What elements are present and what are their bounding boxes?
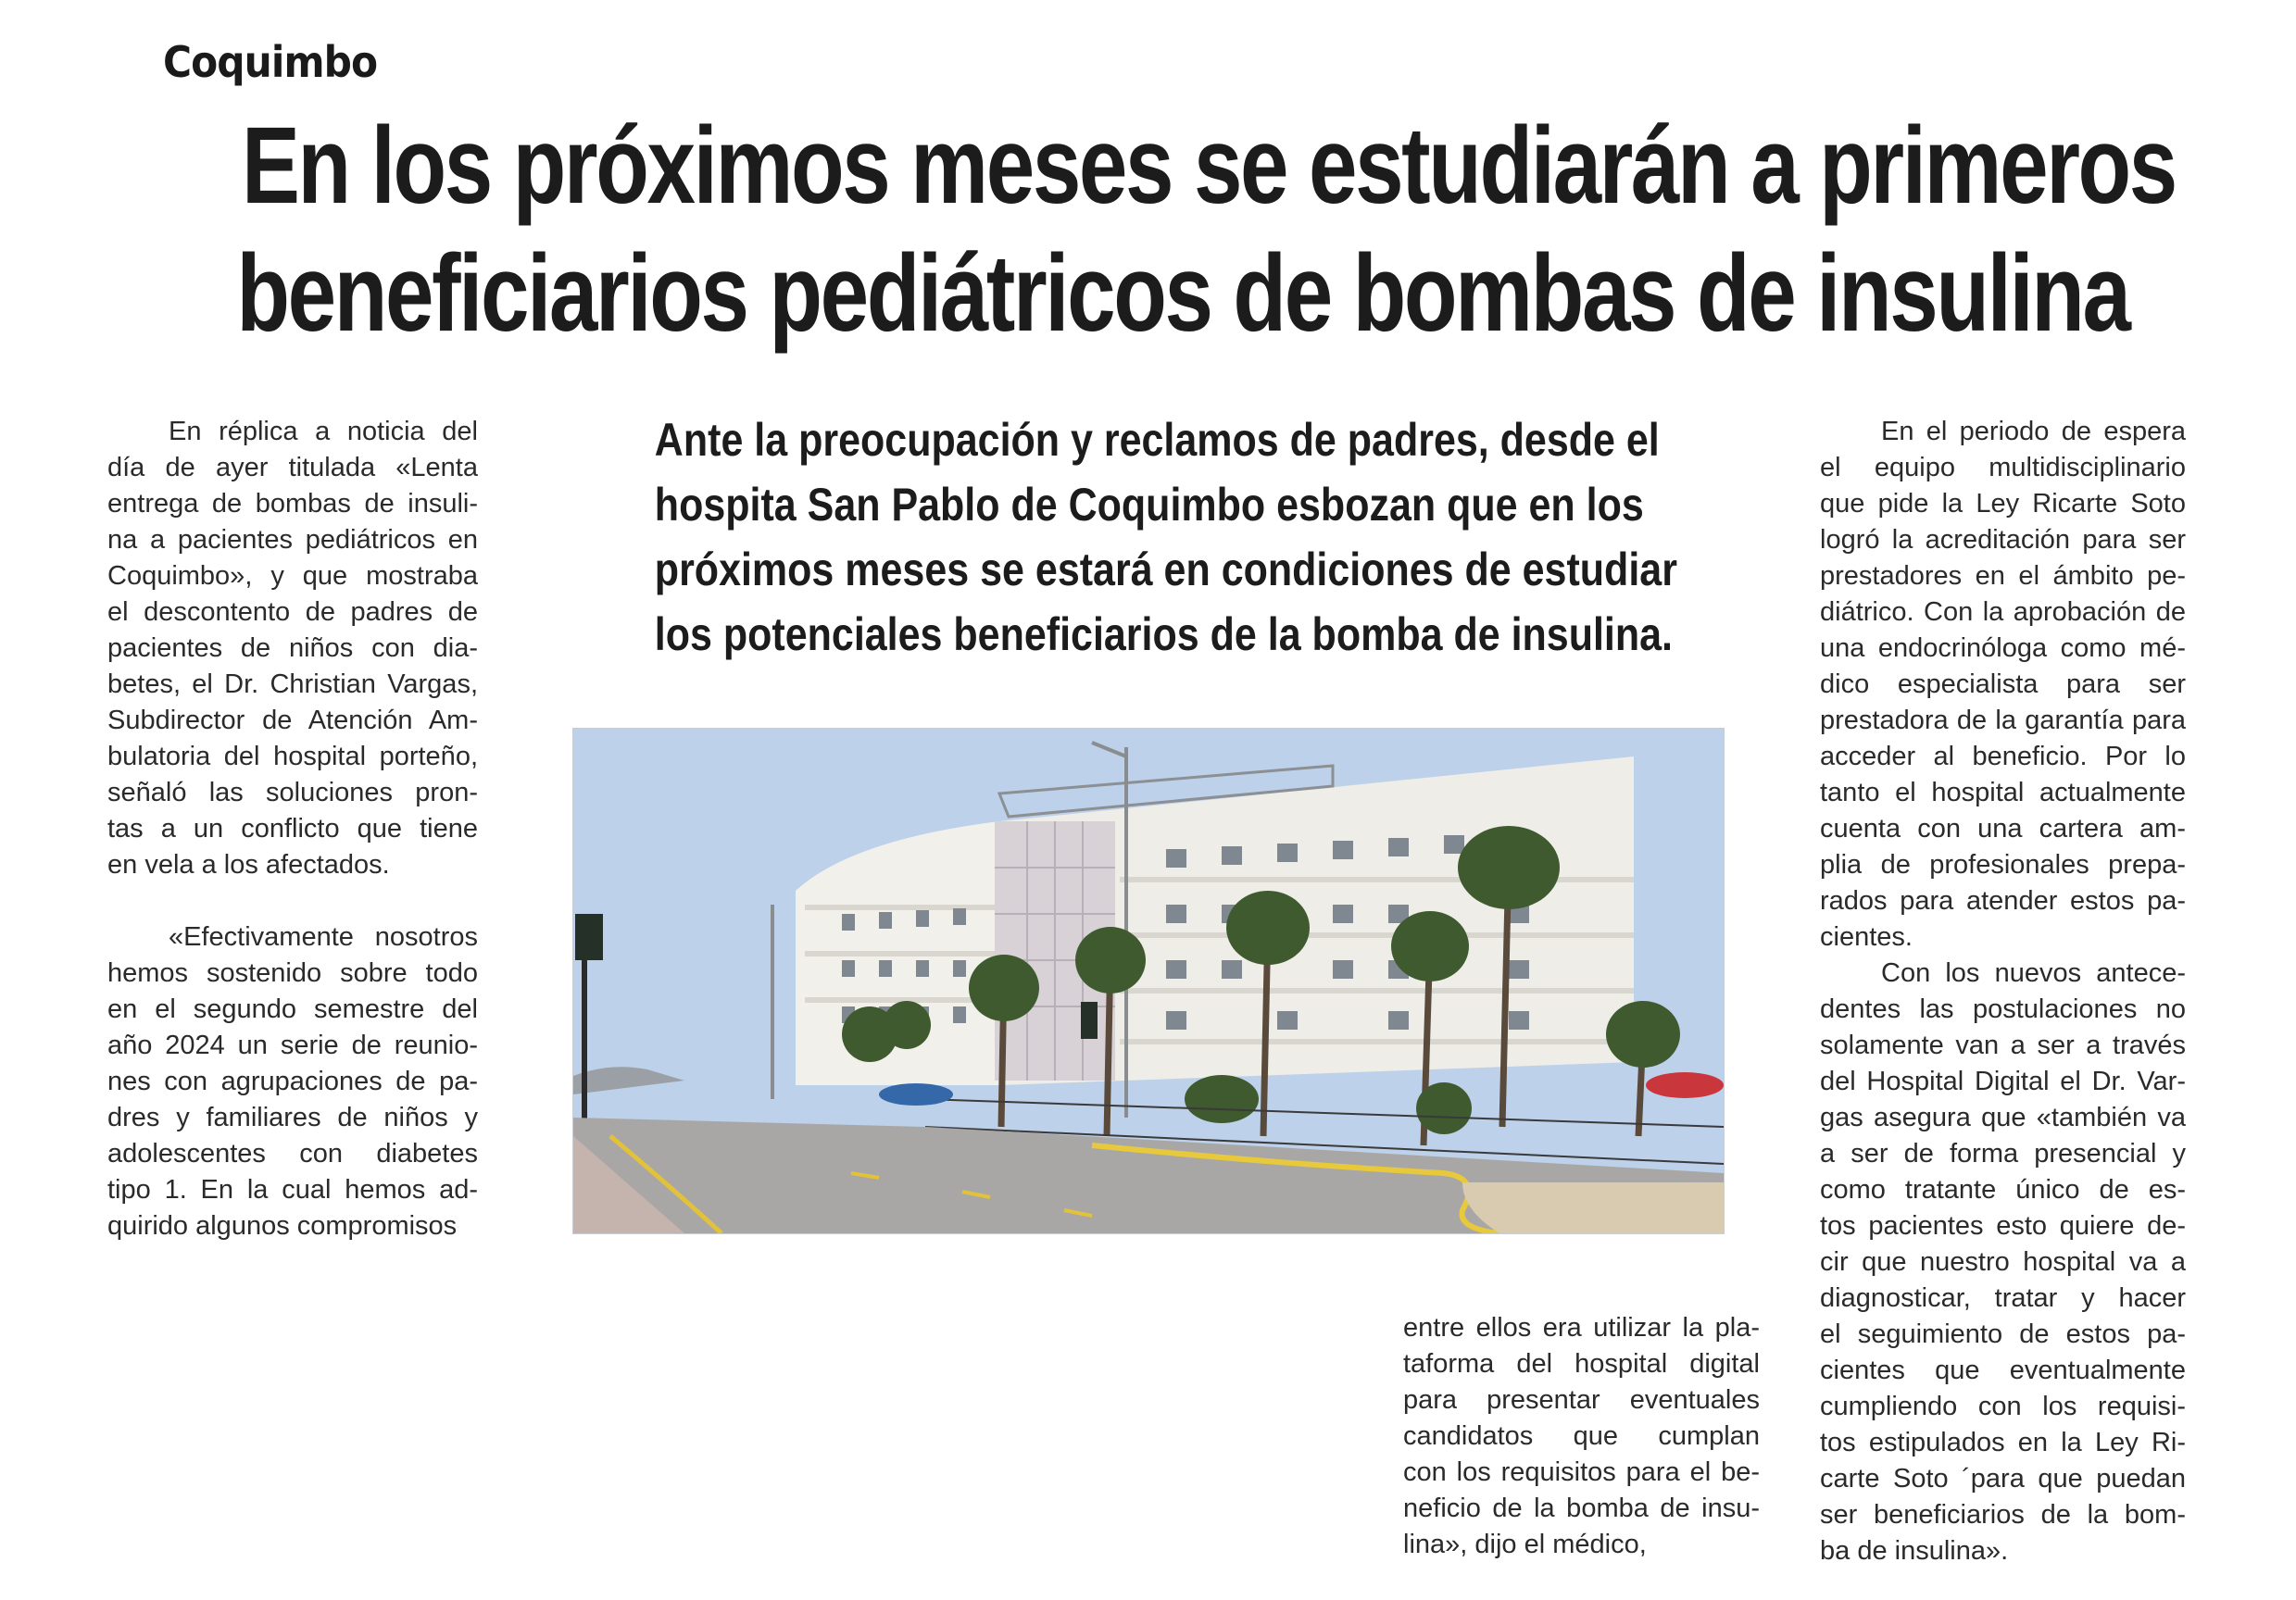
right-column: [1820, 414, 2186, 1569]
text-line: dico especialista para ser: [1820, 669, 2186, 699]
text-line: una endocrinóloga como mé-: [1820, 633, 2186, 663]
text-line: En el periodo de espera: [1881, 417, 2186, 446]
text-line: candidatos que cumplan: [1403, 1421, 1760, 1451]
text-line: entrega de bombas de insuli-: [107, 489, 478, 519]
text-line: prestadores en el ámbito pe-: [1820, 561, 2186, 591]
text-line: a ser de forma presencial y: [1820, 1139, 2186, 1169]
text-line: cumpliendo con los requisi-: [1820, 1392, 2186, 1421]
headline-line-1: [0, 102, 2296, 230]
headline-text-2: beneficiarios pediátricos de bombas de insulina: [236, 232, 2129, 355]
text-line: el descontento de padres de: [107, 597, 478, 627]
text-line: bulatoria del hospital porteño,: [107, 742, 478, 771]
text-line: tos pacientes esto quiere de-: [1820, 1211, 2186, 1241]
headline-text-1: En los próximos meses se estudiarán a primeros: [241, 105, 2176, 227]
text-line: que pide la Ley Ricarte Soto: [1820, 489, 2186, 519]
left-column: [107, 414, 478, 1244]
text-line: gas asegura que «también va: [1820, 1103, 2186, 1132]
left-paragraph-2: [107, 919, 478, 1244]
text-line: como tratante único de es-: [1820, 1175, 2186, 1205]
right-paragraph-2: [1820, 956, 2186, 1569]
text-line: rados para atender estos pa-: [1820, 886, 2186, 916]
text-line: dres y familiares de niños y: [107, 1103, 478, 1132]
text-line: «Efectivamente nosotros: [169, 922, 478, 952]
text-line: dentes las postulaciones no: [1820, 994, 2186, 1024]
text-line: neficio de la bomba de insu-: [1403, 1494, 1760, 1523]
text-line: cientes que eventualmente: [1820, 1356, 2186, 1385]
text-line: ser beneficiarios de la bom-: [1820, 1500, 2186, 1530]
text-line: Subdirector de Atención Am-: [107, 706, 478, 735]
text-line: solamente van a ser a través: [1820, 1031, 2186, 1060]
text-line: lina», dijo el médico,: [1403, 1530, 1647, 1559]
text-line: en vela a los afectados.: [107, 850, 390, 880]
text-line: el seguimiento de estos pa-: [1820, 1319, 2186, 1349]
text-line: diátrico. Con la aprobación de: [1820, 597, 2186, 627]
text-line: cuenta con una cartera am-: [1820, 814, 2186, 844]
headline-line-2: [0, 230, 2296, 357]
bottom-paragraph: [1403, 1310, 1760, 1563]
text-line: el equipo multidisciplinario: [1820, 453, 2186, 482]
deck-line: Ante la preocupación y reclamos de padres, desde el: [654, 414, 1660, 466]
deck-line: los potenciales beneficiarios de la bomba de insulina.: [654, 608, 1673, 660]
text-line: cientes.: [1820, 922, 1913, 952]
paragraph-spacer: [107, 883, 478, 919]
text-line: cir que nuestro hospital va a: [1820, 1247, 2186, 1277]
text-line: taforma del hospital digital: [1403, 1349, 1760, 1379]
text-line: año 2024 un serie de reunio-: [107, 1031, 478, 1060]
text-line: tos estipulados en la Ley Ri-: [1820, 1428, 2186, 1457]
text-line: tipo 1. En la cual hemos ad-: [107, 1175, 478, 1205]
text-line: prestadora de la garantía para: [1820, 706, 2186, 735]
text-line: na a pacientes pediátricos en: [107, 525, 478, 555]
bottom-center-column: [1403, 1310, 1760, 1563]
article-deck: [574, 407, 1723, 667]
text-line: tas a un conflicto que tiene: [107, 814, 478, 844]
text-line: tanto el hospital actualmente: [1820, 778, 2186, 807]
text-line: entre ellos era utilizar la pla-: [1403, 1313, 1760, 1343]
text-line: plia de profesionales prepa-: [1820, 850, 2186, 880]
text-line: Coquimbo», y que mostraba: [107, 561, 478, 591]
text-line: betes, el Dr. Christian Vargas,: [107, 669, 478, 699]
text-line: señaló las soluciones pron-: [107, 778, 478, 807]
left-paragraph-1: [107, 414, 478, 883]
text-line: nes con agrupaciones de pa-: [107, 1067, 478, 1096]
text-line: pacientes de niños con dia-: [107, 633, 478, 663]
hospital-photo: [572, 728, 1725, 1234]
text-line: hemos sostenido sobre todo: [107, 958, 478, 988]
text-line: logró la acreditación para ser: [1820, 525, 2186, 555]
text-line: En réplica a noticia del: [169, 417, 478, 446]
text-line: para presentar eventuales: [1403, 1385, 1760, 1415]
text-line: del Hospital Digital el Dr. Var-: [1820, 1067, 2186, 1096]
text-line: en el segundo semestre del: [107, 994, 478, 1024]
text-line: con los requisitos para el be-: [1403, 1457, 1760, 1487]
section-kicker: Coquimbo: [163, 37, 378, 87]
text-line: adolescentes con diabetes: [107, 1139, 478, 1169]
hospital-photo-illustration: [573, 729, 1724, 1233]
deck-line: próximos meses se estará en condiciones de estudiar: [654, 544, 1677, 595]
deck-line: hospita San Pablo de Coquimbo esbozan que en los: [654, 479, 1644, 531]
text-line: carte Soto ´para que puedan: [1820, 1464, 2186, 1494]
text-line: quirido algunos compromisos: [107, 1211, 458, 1241]
text-line: acceder al beneficio. Por lo: [1820, 742, 2186, 771]
right-paragraph-1: [1820, 414, 2186, 956]
text-line: día de ayer titulada «Lenta: [107, 453, 478, 482]
text-line: ba de insulina».: [1820, 1536, 2009, 1566]
text-line: diagnosticar, tratar y hacer: [1820, 1283, 2186, 1313]
text-line: Con los nuevos antece-: [1881, 958, 2186, 988]
